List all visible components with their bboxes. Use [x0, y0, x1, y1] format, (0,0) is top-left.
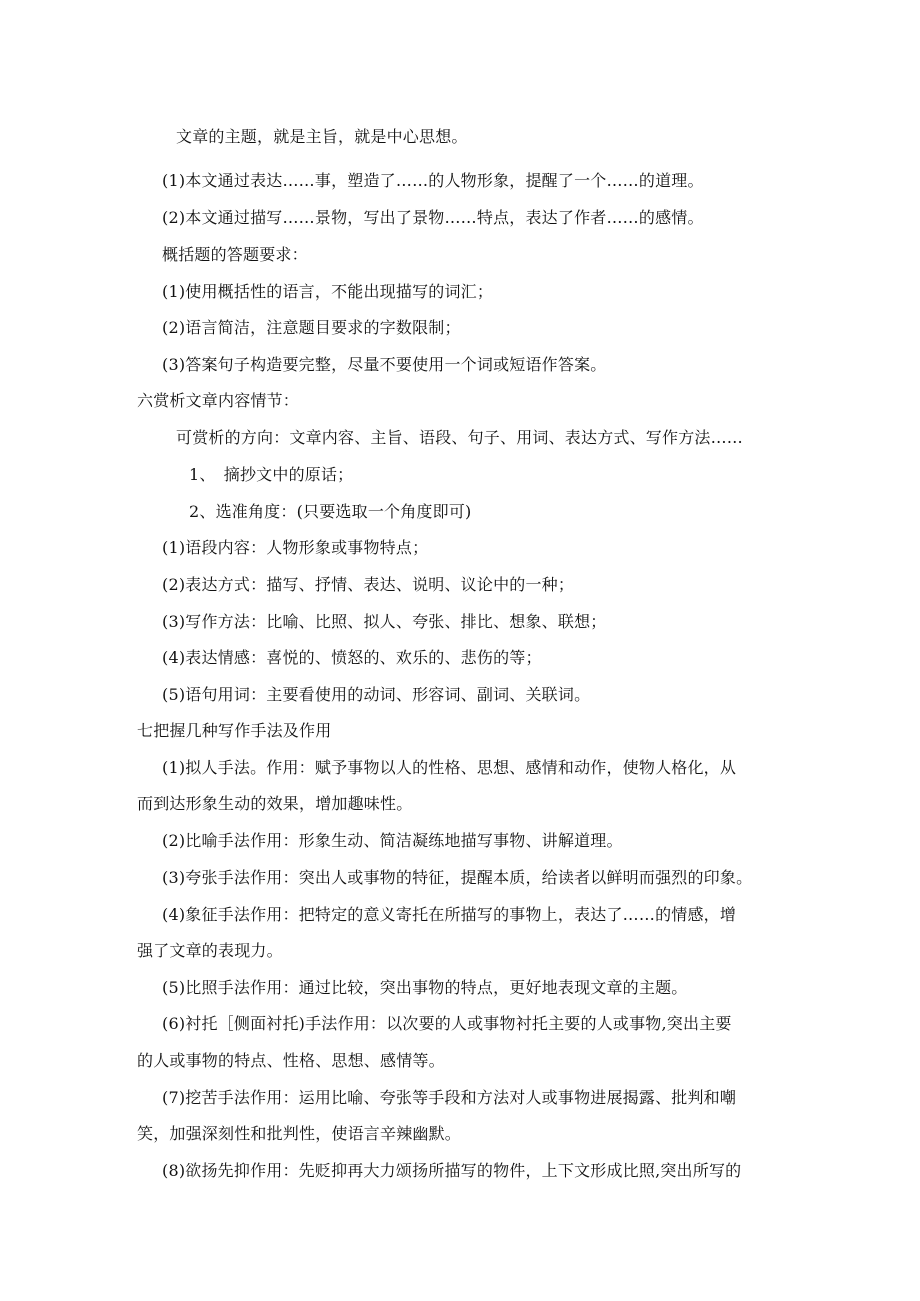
- section7-line: (6)衬托［侧面衬托)手法作用：以次要的人或事物衬托主要的人或事物,突出主要: [162, 1014, 732, 1033]
- section7-line: (7)挖苦手法作用：运用比喻、夸张等手段和方法对人或事物进展揭露、批判和嘲: [162, 1088, 737, 1107]
- summary-item: (1)使用概括性的语言，不能出现描写的词汇；: [162, 282, 494, 301]
- theme-item: (2)本文通过描写……景物，写出了景物……特点，表达了作者……的感情。: [162, 208, 704, 227]
- section6-directions: 可赏析的方向：文章内容、主旨、语段、句子、用词、表达方式、写作方法……: [176, 428, 744, 447]
- section6-step: 1、 摘抄文中的原话；: [189, 465, 354, 484]
- section6-item: (3)写作方法：比喻、比照、拟人、夸张、排比、想象、联想；: [162, 612, 607, 631]
- theme-item: (1)本文通过表达……事，塑造了……的人物形象，提醒了一个……的道理。: [162, 171, 704, 190]
- summary-title: 概括题的答题要求：: [162, 245, 308, 264]
- section7-line: (5)比照手法作用：通过比较，突出事物的特点，更好地表现文章的主题。: [162, 978, 688, 997]
- section6-item: (5)语句用词：主要看使用的动词、形容词、副词、关联词。: [162, 685, 591, 704]
- section7-line: (4)象征手法作用：把特定的意义寄托在所描写的事物上，表达了……的情感，增: [162, 905, 737, 924]
- section7-line: 强了文章的表现力。: [137, 941, 283, 960]
- section7-line: (1)拟人手法。作用：赋予事物以人的性格、思想、感情和动作，使物人格化，从: [162, 758, 737, 777]
- section7-line: (2)比喻手法作用：形象生动、简洁凝练地描写事物、讲解道理。: [162, 831, 623, 850]
- section6-item: (1)语段内容：人物形象或事物特点；: [162, 538, 429, 557]
- section7-line: (3)夸张手法作用：突出人或事物的特征，提醒本质，给读者以鲜明而强烈的印象。: [162, 868, 753, 887]
- theme-intro: 文章的主题，就是主旨，就是中心思想。: [176, 127, 468, 146]
- section6-step: 2、选准角度：(只要选取一个角度即可): [189, 502, 472, 521]
- section6-item: (4)表达情感：喜悦的、愤怒的、欢乐的、悲伤的等；: [162, 648, 542, 667]
- section6-title: 六赏析文章内容情节：: [137, 391, 300, 410]
- summary-item: (2)语言简洁，注意题目要求的字数限制；: [162, 318, 461, 337]
- section7-line: (8)欲扬先抑作用：先贬抑再大力颂扬所描写的物件，上下文形成比照,突出所写的: [162, 1161, 742, 1180]
- section7-title: 七把握几种写作手法及作用: [137, 721, 332, 740]
- section7-line: 的人或事物的特点、性格、思想、感情等。: [137, 1051, 445, 1070]
- summary-item: (3)答案句子构造要完整，尽量不要使用一个词或短语作答案。: [162, 355, 607, 374]
- section7-line: 而到达形象生动的效果，增加趣味性。: [137, 794, 413, 813]
- section6-item: (2)表达方式：描写、抒情、表达、说明、议论中的一种；: [162, 575, 575, 594]
- section7-line: 笑，加强深刻性和批判性，使语言辛辣幽默。: [137, 1124, 462, 1143]
